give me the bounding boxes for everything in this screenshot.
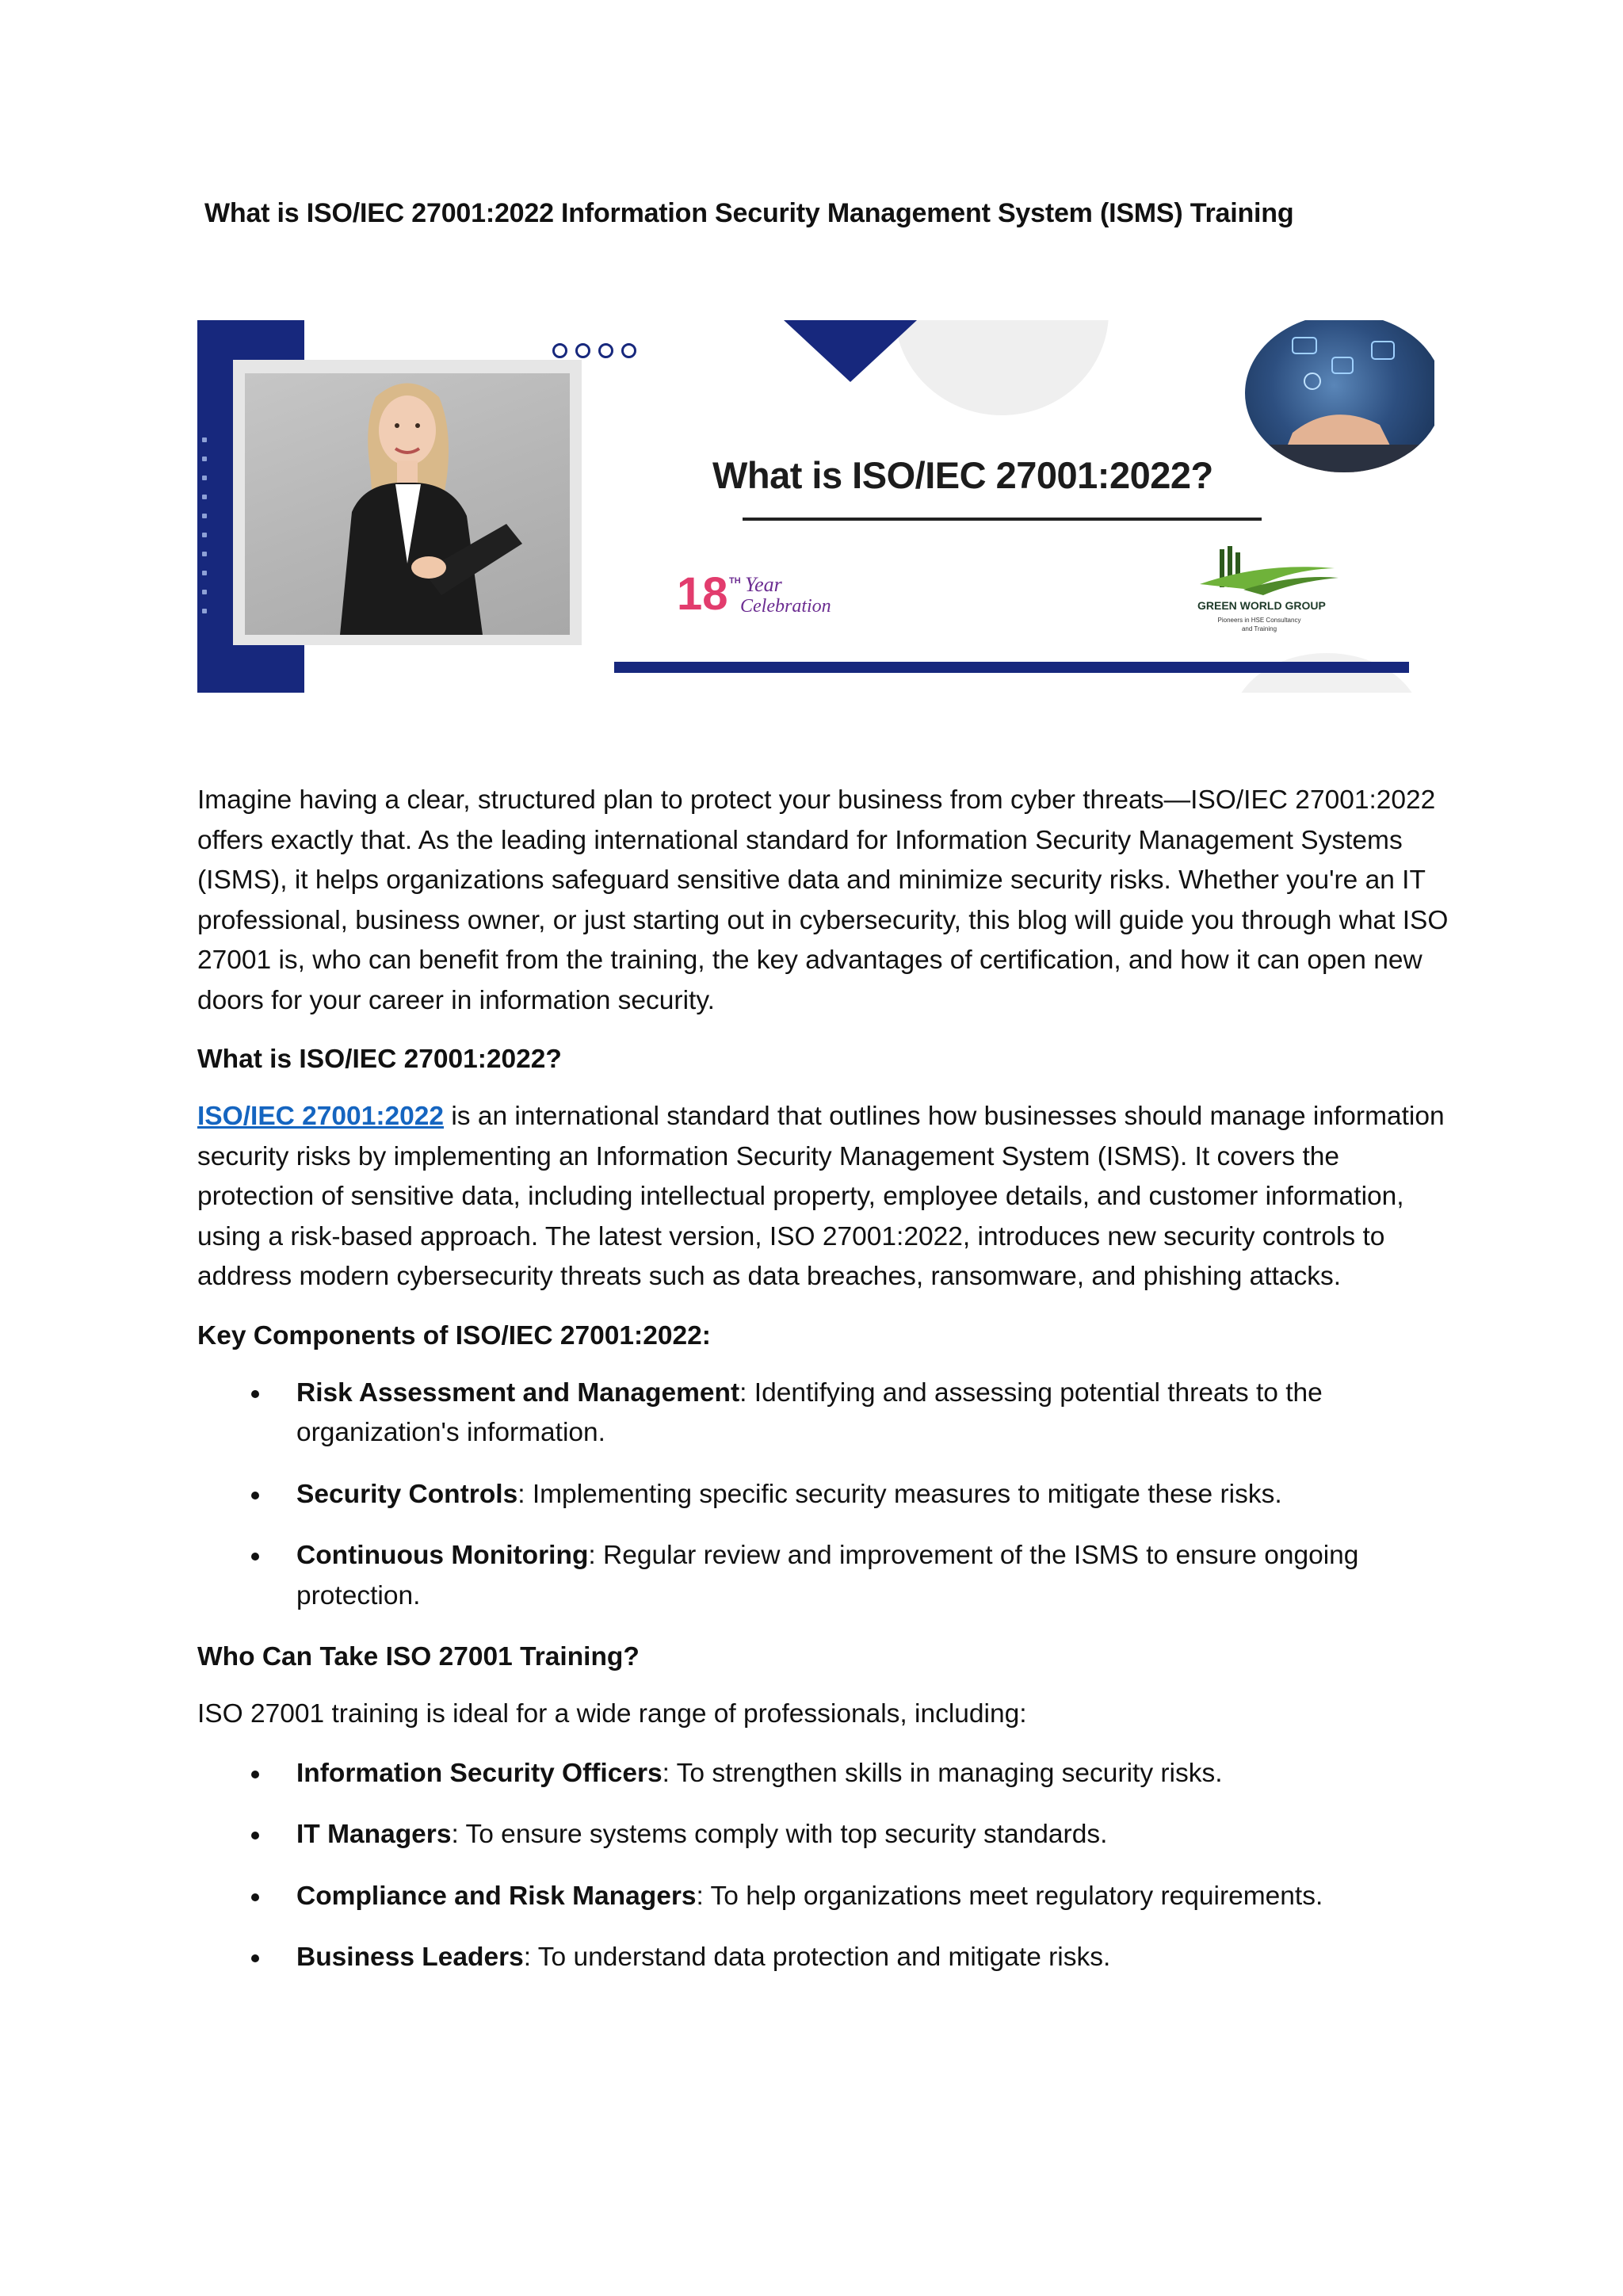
what-is-body: is an international standard that outlines how businesses should manage information security risks by implementing an Information Security Management System (ISMS). It covers the protection of sensitive data, including intellectual property, employee details, and customer information, using a risk-based approach. The latest version, ISO 27001:2022, introduces new security controls to address modern cybersecurity threats such as data breaches, ransomware, and phishing attacks. <box>197 1102 1445 1291</box>
list-item-term: Continuous Monitoring <box>296 1541 589 1570</box>
banner-grey-circle-bottom <box>1232 653 1422 693</box>
list-item-term: IT Managers <box>296 1820 452 1849</box>
banner-dot-grid <box>202 437 226 628</box>
banner-heading-underline <box>743 518 1262 521</box>
list-item-term: Compliance and Risk Managers <box>296 1881 697 1911</box>
list-item-desc: : Identifying and assessing potential threats to the organization's information. <box>296 1377 1323 1447</box>
who-can-take-heading: Who Can Take ISO 27001 Training? <box>197 1642 640 1671</box>
year-celebration-badge <box>677 566 851 621</box>
list-item-term: Information Security Officers <box>296 1758 663 1788</box>
list-item-desc: : To strengthen skills in managing security risks. <box>662 1758 1223 1788</box>
who-can-take-list <box>197 1754 1449 1978</box>
banner-bottom-bar <box>614 662 1409 673</box>
list-item-term: Security Controls <box>296 1479 518 1509</box>
list-item <box>197 1938 1449 1978</box>
list-item <box>197 1877 1449 1917</box>
what-is-paragraph <box>197 1097 1449 1297</box>
list-item-term: Risk Assessment and Management <box>296 1377 740 1408</box>
intro-paragraph: Imagine having a clear, structured plan to protect your business from cyber threats—ISO/IEC 27001:2022 offers exactly that. As the leading international standard for Information Security Management Systems (ISMS), it helps organizations safeguard sensitive data and minimize security risks. Whether you're an IT professional, business owner, or just starting out in cybersecurity, this blog will guide you through what ISO 27001 is, who can benefit from the training, the key advantages of certification, and how it can open new doors for your career in information security. <box>197 785 1449 1015</box>
list-item-term: Business Leaders <box>296 1943 524 1972</box>
list-item-desc: : To ensure systems comply with top security standards. <box>451 1820 1108 1849</box>
list-item <box>197 1754 1449 1794</box>
list-item <box>197 1373 1449 1454</box>
key-components-heading: Key Components of ISO/IEC 27001:2022: <box>197 1320 711 1350</box>
iso-27001-link[interactable]: ISO/IEC 27001:2022 <box>197 1102 445 1131</box>
celebration-superscript: TH <box>729 576 741 586</box>
celebration-number: 18 <box>677 568 728 620</box>
list-item-desc: : To understand data protection and mitigate risks. <box>523 1943 1111 1972</box>
cyber-security-laptop-image <box>1245 320 1434 472</box>
professional-woman-photo <box>245 373 570 635</box>
banner-decorative-circles <box>552 343 636 358</box>
hero-banner-image <box>197 320 1434 693</box>
logo-company-name: GREEN WORLD GROUP <box>1197 599 1326 612</box>
page-title: What is ISO/IEC 27001:2022 Information Security Management System (ISMS) Training <box>204 198 1294 228</box>
banner-heading: What is ISO/IEC 27001:2022? <box>712 454 1213 496</box>
who-can-take-intro: ISO 27001 training is ideal for a wide range of professionals, including: <box>197 1699 1027 1729</box>
what-is-heading: What is ISO/IEC 27001:2022? <box>197 1045 562 1074</box>
list-item <box>197 1536 1449 1616</box>
banner-triangle <box>784 320 917 382</box>
celebration-line2: Celebration <box>740 596 831 617</box>
list-item <box>197 1475 1449 1515</box>
list-item-desc: : Implementing specific security measures to mitigate these risks. <box>517 1479 1282 1509</box>
article-body <box>197 781 1449 2000</box>
list-item-desc: : To help organizations meet regulatory requirements. <box>696 1881 1323 1911</box>
list-item-desc: : Regular review and improvement of the ISMS to ensure ongoing protection. <box>296 1541 1359 1610</box>
celebration-line1: Year <box>745 573 782 596</box>
key-components-list <box>197 1373 1449 1617</box>
list-item <box>197 1815 1449 1855</box>
banner-grey-circle <box>895 320 1109 415</box>
logo-tagline: Pioneers in HSE Consultancy and Training <box>1217 617 1301 632</box>
